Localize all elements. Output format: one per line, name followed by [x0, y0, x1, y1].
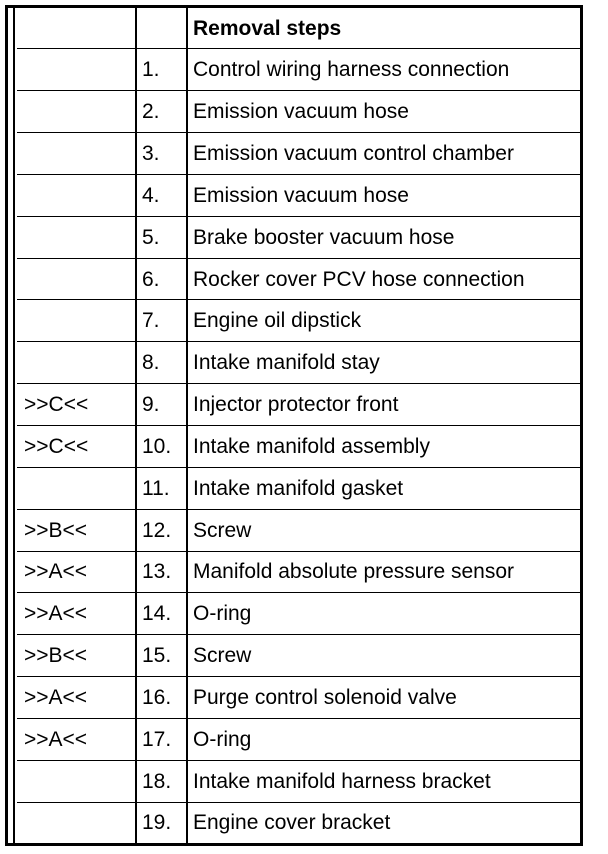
table-row [17, 133, 583, 175]
step-description: O-ring [187, 718, 583, 760]
step-description: Screw [187, 635, 583, 677]
step-description: Screw [187, 509, 583, 551]
step-number: 12. [136, 509, 187, 551]
step-description: Intake manifold harness bracket [187, 760, 583, 802]
step-mark: >>B<< [17, 509, 136, 551]
table-row [17, 384, 583, 426]
step-number: 19. [136, 802, 187, 843]
step-number: 2. [136, 91, 187, 133]
step-mark [17, 49, 136, 91]
step-mark: >>A<< [17, 718, 136, 760]
step-mark [17, 258, 136, 300]
step-description: Rocker cover PCV hose connection [187, 258, 583, 300]
step-number: 16. [136, 677, 187, 719]
step-number: 9. [136, 384, 187, 426]
step-number: 15. [136, 635, 187, 677]
step-number: 13. [136, 551, 187, 593]
step-description: Control wiring harness connection [187, 49, 583, 91]
step-description: Intake manifold assembly [187, 425, 583, 467]
removal-steps-table [17, 8, 583, 843]
step-mark [17, 802, 136, 843]
table-row [17, 258, 583, 300]
step-mark [17, 467, 136, 509]
removal-steps-sheet [5, 5, 583, 846]
table-header-row [17, 8, 583, 49]
table-row [17, 593, 583, 635]
step-description: Emission vacuum control chamber [187, 133, 583, 175]
step-number: 18. [136, 760, 187, 802]
step-mark [17, 342, 136, 384]
step-number: 4. [136, 174, 187, 216]
table-row [17, 718, 583, 760]
step-number: 6. [136, 258, 187, 300]
step-mark: >>C<< [17, 384, 136, 426]
step-mark: >>C<< [17, 425, 136, 467]
step-number: 10. [136, 425, 187, 467]
table-row [17, 300, 583, 342]
step-description: Purge control solenoid valve [187, 677, 583, 719]
table-row [17, 425, 583, 467]
table-row [17, 677, 583, 719]
header-number-cell [136, 8, 187, 49]
step-mark: >>B<< [17, 635, 136, 677]
step-description: Intake manifold stay [187, 342, 583, 384]
step-mark: >>A<< [17, 677, 136, 719]
table-row [17, 551, 583, 593]
step-mark [17, 91, 136, 133]
step-mark [17, 216, 136, 258]
step-number: 1. [136, 49, 187, 91]
step-mark: >>A<< [17, 593, 136, 635]
step-description: Engine cover bracket [187, 802, 583, 843]
table-row [17, 49, 583, 91]
header-title: Removal steps [193, 16, 342, 40]
step-number: 3. [136, 133, 187, 175]
step-number: 5. [136, 216, 187, 258]
step-mark: >>A<< [17, 551, 136, 593]
table-row [17, 467, 583, 509]
table-row [17, 760, 583, 802]
left-gutter-rule [13, 8, 15, 843]
step-mark [17, 133, 136, 175]
step-description: Brake booster vacuum hose [187, 216, 583, 258]
table-row [17, 802, 583, 843]
header-mark-cell [17, 8, 136, 49]
step-number: 17. [136, 718, 187, 760]
step-description: Injector protector front [187, 384, 583, 426]
step-description: Emission vacuum hose [187, 91, 583, 133]
step-description: Manifold absolute pressure sensor [187, 551, 583, 593]
step-description: Engine oil dipstick [187, 300, 583, 342]
step-number: 8. [136, 342, 187, 384]
step-description: Emission vacuum hose [187, 174, 583, 216]
step-mark [17, 174, 136, 216]
step-number: 7. [136, 300, 187, 342]
table-row [17, 216, 583, 258]
table-row [17, 342, 583, 384]
table-row [17, 91, 583, 133]
step-number: 14. [136, 593, 187, 635]
step-number: 11. [136, 467, 187, 509]
table-row [17, 174, 583, 216]
step-mark [17, 760, 136, 802]
step-description: Intake manifold gasket [187, 467, 583, 509]
table-row [17, 635, 583, 677]
step-description: O-ring [187, 593, 583, 635]
step-mark [17, 300, 136, 342]
table-row [17, 509, 583, 551]
